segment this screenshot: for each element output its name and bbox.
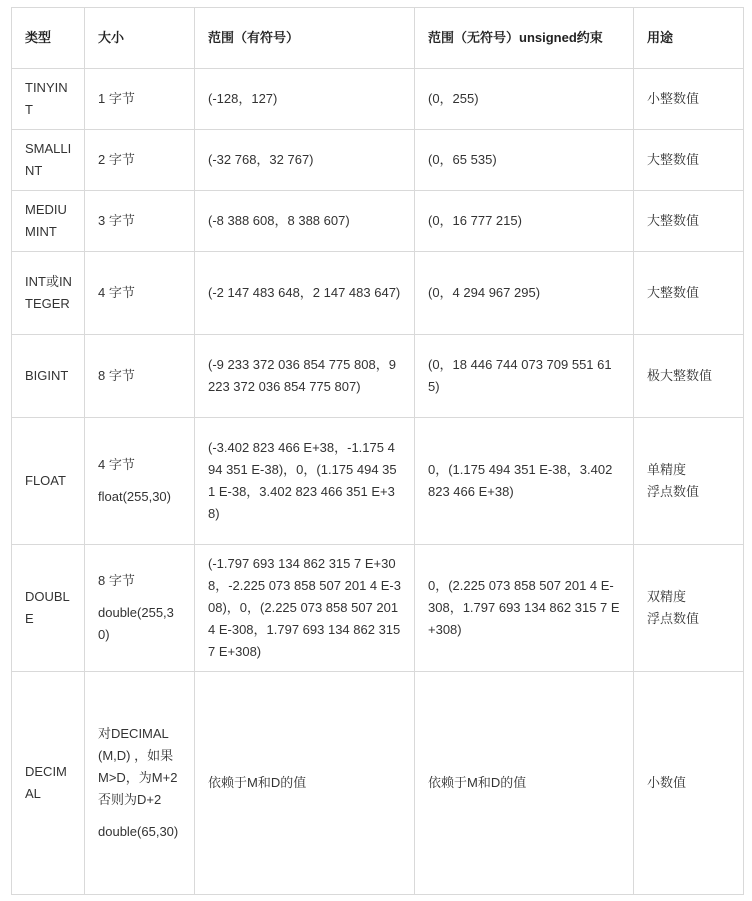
use-line: 大整数值: [647, 152, 700, 167]
use-line: 小整数值: [647, 91, 700, 106]
cell-type: MEDIUMINT: [12, 191, 85, 252]
table-row: [12, 672, 744, 895]
data-type-table: [11, 7, 744, 895]
cell-size: [85, 545, 195, 672]
use-line: 浮点数值: [647, 484, 700, 499]
cell-unsigned-range: (0，65 535): [415, 130, 634, 191]
size-line: 8 字节: [98, 368, 135, 383]
cell-use: [634, 418, 744, 545]
cell-signed-range: (-3.402 823 466 E+38，-1.175 494 351 E-38)，0，(1.175 494 351 E-38，3.402 823 466 351 E+38): [195, 418, 415, 545]
cell-size: [85, 252, 195, 335]
size-line: double(65,30): [98, 824, 179, 839]
cell-signed-range: (-2 147 483 648，2 147 483 647): [195, 252, 415, 335]
use-line: 极大整数值: [647, 368, 713, 383]
table-row: [12, 545, 744, 672]
table-row: [12, 418, 744, 545]
header-unsigned-range: 范围（无符号）unsigned约束: [415, 8, 634, 69]
size-line: 4 字节: [98, 457, 135, 472]
use-line: 小数值: [647, 775, 687, 790]
header-use: 用途: [634, 8, 744, 69]
size-line: 1 字节: [98, 91, 135, 106]
table-row: [12, 69, 744, 130]
cell-type: TINYINT: [12, 69, 85, 130]
cell-unsigned-range: 0，(2.225 073 858 507 201 4 E-308，1.797 693 134 862 315 7 E+308): [415, 545, 634, 672]
size-line: 8 字节: [98, 573, 135, 588]
cell-size: [85, 130, 195, 191]
cell-use: [634, 672, 744, 895]
table-row: [12, 130, 744, 191]
cell-signed-range: (-128，127): [195, 69, 415, 130]
cell-use: [634, 130, 744, 191]
size-line: float(255,30): [98, 489, 171, 504]
use-line: 大整数值: [647, 213, 700, 228]
line-gap: [98, 476, 181, 486]
table-row: [12, 335, 744, 418]
cell-use: [634, 191, 744, 252]
size-line: 3 字节: [98, 213, 135, 228]
cell-use: [634, 545, 744, 672]
cell-size: [85, 69, 195, 130]
size-line: double(255,30): [98, 605, 174, 642]
cell-type: DOUBLE: [12, 545, 85, 672]
cell-type: FLOAT: [12, 418, 85, 545]
cell-signed-range: (-1.797 693 134 862 315 7 E+308，-2.225 073 858 507 201 4 E-308)，0，(2.225 073 858 507 201 4 E-308，1.797 693 134 862 315 7 E+308): [195, 545, 415, 672]
use-line: 大整数值: [647, 285, 700, 300]
table-row: [12, 191, 744, 252]
cell-type: SMALLINT: [12, 130, 85, 191]
cell-size: [85, 191, 195, 252]
size-line: 4 字节: [98, 285, 135, 300]
cell-size: [85, 418, 195, 545]
size-line: 2 字节: [98, 152, 135, 167]
size-line: 对DECIMAL(M,D) ，如果M>D，为M+2否则为D+2: [98, 726, 178, 807]
cell-signed-range: (-8 388 608，8 388 607): [195, 191, 415, 252]
line-gap: [98, 592, 181, 602]
cell-type: BIGINT: [12, 335, 85, 418]
header-signed-range: 范围（有符号）: [195, 8, 415, 69]
use-line: 双精度: [647, 589, 687, 604]
header-size: 大小: [85, 8, 195, 69]
cell-signed-range: (-9 233 372 036 854 775 808，9 223 372 036 854 775 807): [195, 335, 415, 418]
use-line: 浮点数值: [647, 611, 700, 626]
table-row: [12, 252, 744, 335]
cell-size: [85, 672, 195, 895]
cell-use: [634, 252, 744, 335]
line-gap: [98, 811, 181, 821]
cell-use: [634, 335, 744, 418]
cell-unsigned-range: 依赖于M和D的值: [415, 672, 634, 895]
cell-signed-range: (-32 768，32 767): [195, 130, 415, 191]
cell-unsigned-range: (0，18 446 744 073 709 551 615): [415, 335, 634, 418]
cell-unsigned-range: 0，(1.175 494 351 E-38，3.402 823 466 E+38): [415, 418, 634, 545]
cell-unsigned-range: (0，4 294 967 295): [415, 252, 634, 335]
table-header-row: [12, 8, 744, 69]
header-type: 类型: [12, 8, 85, 69]
use-line: 单精度: [647, 462, 687, 477]
cell-unsigned-range: (0，255): [415, 69, 634, 130]
cell-size: [85, 335, 195, 418]
cell-use: [634, 69, 744, 130]
cell-type: DECIMAL: [12, 672, 85, 895]
cell-signed-range: 依赖于M和D的值: [195, 672, 415, 895]
cell-unsigned-range: (0，16 777 215): [415, 191, 634, 252]
cell-type: INT或INTEGER: [12, 252, 85, 335]
